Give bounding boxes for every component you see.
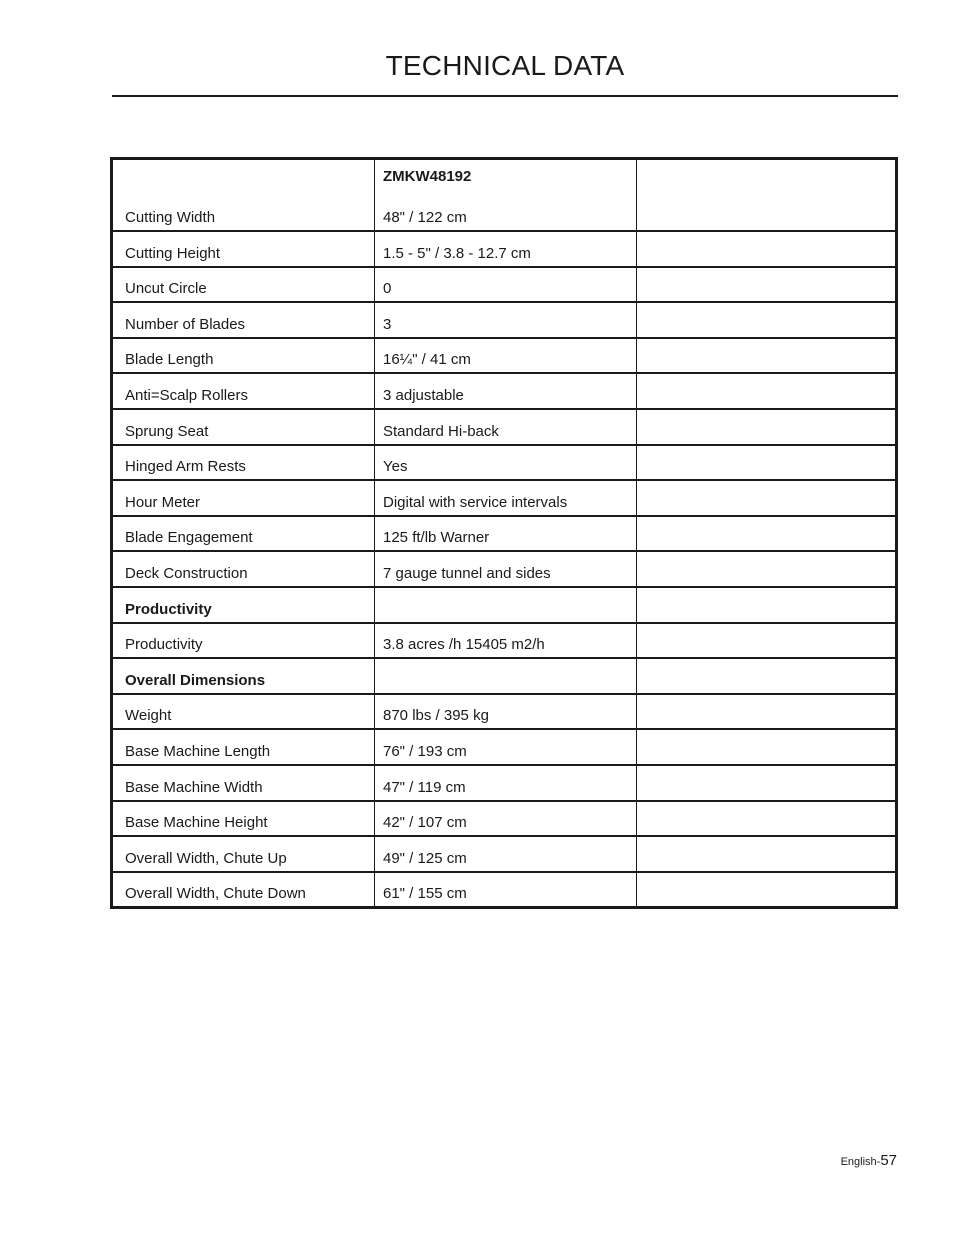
table-row [112,694,897,730]
spec-value: Standard Hi-back [375,409,637,445]
table-row [112,587,897,623]
spec-value: 49" / 125 cm [375,836,637,872]
model-value-cell [375,159,637,232]
table-row [112,338,897,374]
spec-label: Overall Width, Chute Up [112,836,375,872]
spec-value: 1.5 - 5" / 3.8 - 12.7 cm [375,231,637,267]
table-row [112,836,897,872]
table-row [112,658,897,694]
spec-value: 61" / 155 cm [375,872,637,908]
section-heading: Productivity [112,587,375,623]
empty-cell [637,267,897,303]
empty-cell [637,623,897,659]
spec-value [375,658,637,694]
table-row [112,516,897,552]
technical-data-table [110,157,898,909]
table-row [112,267,897,303]
table-row [112,445,897,481]
spec-value: 3 adjustable [375,373,637,409]
spec-label: Weight [112,694,375,730]
spec-value: 7 gauge tunnel and sides [375,551,637,587]
spec-label: Number of Blades [112,302,375,338]
spec-label: Hour Meter [112,480,375,516]
empty-cell [637,445,897,481]
section-heading: Overall Dimensions [112,658,375,694]
spec-label: Overall Width, Chute Down [112,872,375,908]
spec-label: Productivity [112,623,375,659]
empty-cell [637,302,897,338]
spec-label: Base Machine Length [112,729,375,765]
table-row [112,231,897,267]
spec-label: Anti=Scalp Rollers [112,373,375,409]
empty-cell [637,587,897,623]
empty-cell [637,872,897,908]
table-row [112,409,897,445]
spec-value: 3 [375,302,637,338]
table-row [112,872,897,908]
empty-cell [637,658,897,694]
empty-cell [637,729,897,765]
table-row [112,623,897,659]
table-row [112,373,897,409]
spec-value: 125 ft/lb Warner [375,516,637,552]
empty-cell [637,159,897,232]
empty-cell [637,694,897,730]
spec-value: 48" / 122 cm [383,209,467,226]
spec-label: Cutting Width [112,159,375,232]
table-row [112,551,897,587]
spec-value: 47" / 119 cm [375,765,637,801]
table-row [112,302,897,338]
spec-label: Hinged Arm Rests [112,445,375,481]
table-row [112,480,897,516]
spec-value: 0 [375,267,637,303]
empty-cell [637,409,897,445]
footer-language: English [840,1156,877,1168]
spec-label: Blade Engagement [112,516,375,552]
spec-label: Blade Length [112,338,375,374]
empty-cell [637,551,897,587]
empty-cell [637,338,897,374]
empty-cell [637,516,897,552]
spec-value [375,587,637,623]
spec-value: 870 lbs / 395 kg [375,694,637,730]
spec-value: 42" / 107 cm [375,801,637,837]
table-row-cutting-width [112,159,897,232]
footer-separator: - [876,1156,881,1168]
spec-label: Deck Construction [112,551,375,587]
table-row [112,729,897,765]
page-title: TECHNICAL DATA [385,50,625,81]
empty-cell [637,836,897,872]
title-divider [112,95,898,97]
empty-cell [637,765,897,801]
spec-value: 76" / 193 cm [375,729,637,765]
table-row [112,765,897,801]
spec-label: Base Machine Height [112,801,375,837]
empty-cell [637,480,897,516]
spec-label: Cutting Height [112,231,375,267]
spec-value: Digital with service intervals [375,480,637,516]
spec-label: Base Machine Width [112,765,375,801]
spec-value: 3.8 acres /h 15405 m2/h [375,623,637,659]
spec-label: Sprung Seat [112,409,375,445]
spec-label: Uncut Circle [112,267,375,303]
model-number: ZMKW48192 [383,168,472,185]
table-row [112,801,897,837]
empty-cell [637,373,897,409]
spec-value: Yes [375,445,637,481]
page-footer [841,1152,897,1171]
empty-cell [637,231,897,267]
spec-value: 16¼" / 41 cm [375,338,637,374]
empty-cell [637,801,897,837]
page-number: 57 [880,1152,897,1169]
